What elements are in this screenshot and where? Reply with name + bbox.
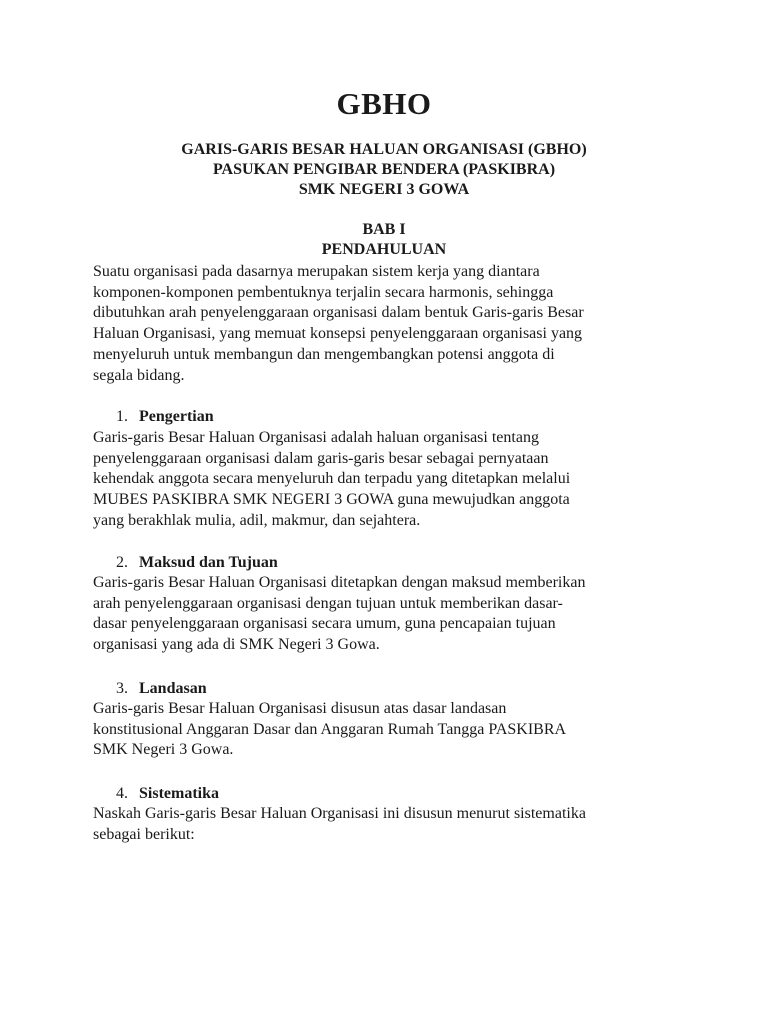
subtitle-line: GARIS-GARIS BESAR HALUAN ORGANISASI (GBHO) [181,141,587,158]
chapter-heading [0,220,768,260]
document-subtitle [0,140,768,200]
section-line: sebagai berikut: [93,825,195,843]
section-line: konstitusional Anggaran Dasar dan Anggaran Rumah Tangga PASKIBRA [93,720,567,738]
section-paragraph-landasan [93,699,683,761]
intro-line: Suatu organisasi pada dasarnya merupakan sistem kerja yang diantara [93,263,540,280]
section-title: Landasan [139,680,207,697]
intro-line: komponen-komponen pembentuknya terjalin secara harmonis, sehingga [93,283,554,301]
intro-paragraph [93,262,683,386]
section-line: Naskah Garis-garis Besar Haluan Organisasi ini disusun menurut sistematika [93,805,586,822]
section-heading-sistematika [116,784,219,804]
section-number: 4. [116,785,128,802]
section-line: Garis-garis Besar Haluan Organisasi adalah haluan organisasi tentang [93,429,539,446]
section-heading-landasan [116,679,207,699]
section-heading-pengertian [116,407,214,427]
section-line: Garis-garis Besar Haluan Organisasi disusun atas dasar landasan [93,700,507,717]
section-heading-maksud-tujuan [116,553,278,573]
section-line: MUBES PASKIBRA SMK NEGERI 3 GOWA guna mewujudkan anggota [93,491,570,509]
chapter-title: PENDAHULUAN [321,241,447,258]
section-line: organisasi yang ada di SMK Negeri 3 Gowa. [93,636,380,654]
intro-line: dibutuhkan arah penyelenggaraan organisasi dalam bentuk Garis-garis Besar [93,304,584,322]
section-number: 1. [116,408,128,425]
intro-line: Haluan Organisasi, yang memuat konsepsi penyelenggaraan organisasi yang [93,325,583,343]
chapter-number: BAB I [362,221,406,238]
section-line: kehendak anggota secara menyeluruh dan terpadu yang ditetapkan melalui [93,470,571,488]
section-line: arah penyelenggaraan organisasi dengan tujuan untuk memberikan dasar- [93,594,563,612]
section-line: Garis-garis Besar Haluan Organisasi ditetapkan dengan maksud memberikan [93,574,586,591]
section-title: Sistematika [139,785,219,802]
intro-line: menyeluruh untuk membangun dan mengembangkan potensi anggota di [93,345,555,363]
section-number: 2. [116,554,128,571]
section-line: dasar penyelenggaraan organisasi secara umum, guna pencapaian tujuan [93,615,556,633]
section-paragraph-sistematika [93,804,683,845]
section-line: yang berakhlak mulia, adil, makmur, dan sejahtera. [93,511,421,529]
section-line: penyelenggaraan organisasi dalam garis-garis besar sebagai pernyataan [93,449,549,467]
section-title: Maksud dan Tujuan [139,554,278,571]
section-title: Pengertian [139,408,214,425]
section-number: 3. [116,680,128,697]
intro-line: segala bidang. [93,366,185,384]
subtitle-line: SMK NEGERI 3 GOWA [298,181,470,198]
document-title: GBHO [336,86,432,121]
subtitle-line: PASUKAN PENGIBAR BENDERA (PASKIBRA) [212,161,556,178]
section-paragraph-pengertian [93,428,683,532]
section-paragraph-maksud-tujuan [93,573,683,656]
section-line: SMK Negeri 3 Gowa. [93,741,234,759]
